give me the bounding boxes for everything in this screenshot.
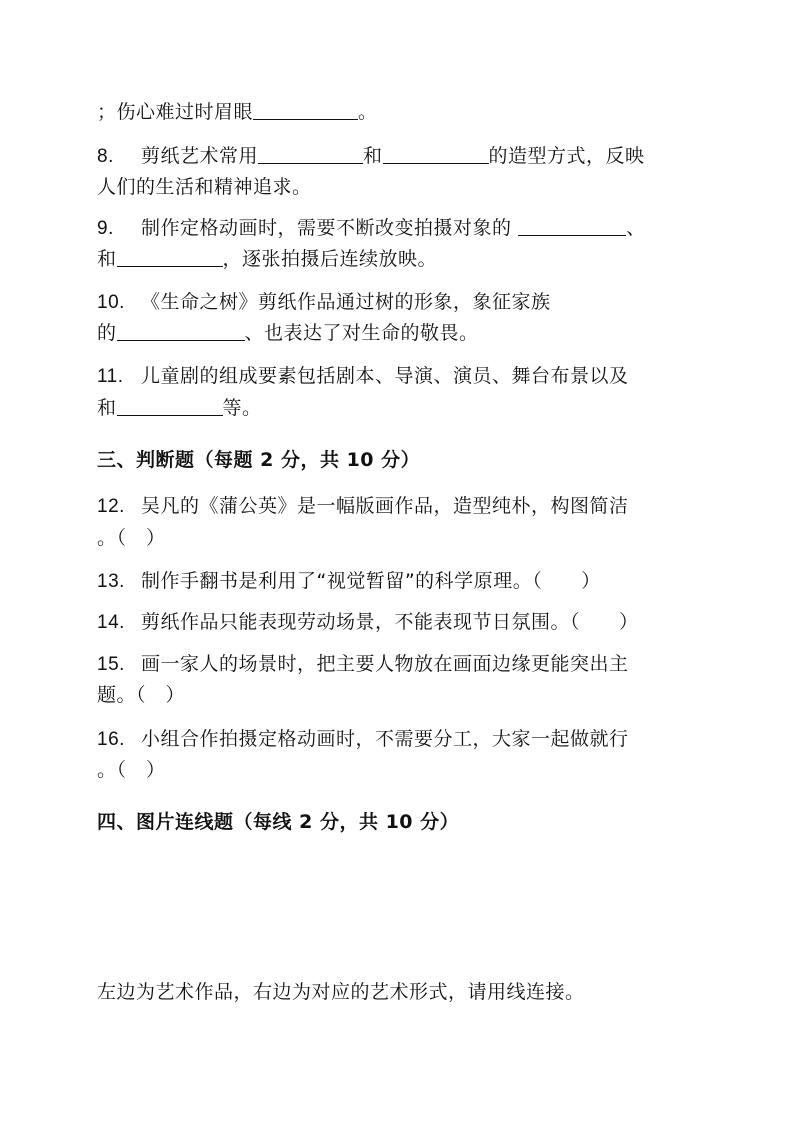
answer-blank[interactable] — [117, 397, 223, 416]
question-8-line-2 — [97, 175, 312, 199]
question-text: 、 — [626, 217, 646, 239]
section-heading: 四、图片连线题（每线 2 分，共 10 分） — [97, 811, 460, 833]
answer-blank[interactable] — [383, 145, 489, 164]
question-text: 剪纸艺术常用 — [141, 145, 259, 167]
section-heading: 三、判断题（每题 2 分，共 10 分） — [97, 449, 421, 471]
question-text: 和 — [97, 397, 117, 419]
question-9-line-2 — [97, 247, 437, 271]
question-number: 15. — [97, 654, 125, 675]
question-10-line-2 — [97, 321, 479, 345]
question-11-line-2 — [97, 396, 262, 420]
question-number: 16. — [97, 729, 125, 750]
question-9-line-1 — [97, 216, 646, 241]
question-text: ，逐张拍摄后连续放映。 — [222, 248, 438, 270]
question-text: 小组合作拍摄定格动画时，不需要分工，大家一起做就行 — [141, 728, 629, 750]
question-text: 剪纸作品只能表现劳动场景，不能表现节日氛围。（ ） — [141, 611, 639, 633]
question-8-line-1 — [97, 144, 645, 169]
question-number: 10. — [97, 292, 125, 313]
question-text: 制作定格动画时，需要不断改变拍摄对象的 — [141, 217, 512, 239]
question-text: 和 — [97, 248, 117, 270]
question-text: 等。 — [222, 397, 262, 419]
question-text: 。 — [358, 101, 378, 123]
question-15-line-1 — [97, 652, 629, 677]
question-text: 制作手翻书是利用了“视觉暂留”的科学原理。（ ） — [141, 570, 601, 592]
question-14 — [97, 610, 639, 635]
question-number: 9. — [97, 218, 114, 239]
question-text: 人们的生活和精神追求。 — [97, 176, 312, 198]
question-12-line-1 — [97, 494, 629, 519]
question-15-line-2 — [97, 683, 185, 707]
question-text: 的造型方式，反映 — [488, 145, 645, 167]
question-16-line-2 — [97, 758, 166, 782]
matching-instruction: 左边为艺术作品，右边为对应的艺术形式，请用线连接。 — [97, 981, 585, 1003]
question-text: 吴凡的《蒲公英》是一幅版画作品，造型纯朴，构图简洁 — [141, 495, 629, 517]
answer-blank[interactable] — [253, 101, 358, 120]
question-text: 。（ ） — [97, 759, 166, 781]
question-10-line-1 — [97, 290, 551, 315]
question-text: 、也表达了对生命的敬畏。 — [244, 322, 479, 344]
answer-blank[interactable] — [117, 322, 245, 341]
answer-blank[interactable] — [117, 248, 223, 267]
question-text: 题。（ ） — [97, 684, 186, 706]
question-text: 儿童剧的组成要素包括剧本、导演、演员、舞台布景以及 — [141, 365, 629, 387]
question-number: 12. — [97, 496, 125, 517]
question-13 — [97, 569, 601, 594]
question-number: 11. — [97, 366, 124, 387]
question-11-line-1 — [97, 364, 629, 389]
question-text: 。（ ） — [97, 527, 166, 549]
answer-blank[interactable] — [518, 217, 626, 236]
question-7-tail — [97, 100, 378, 124]
question-text: 的 — [97, 322, 117, 344]
question-16-line-1 — [97, 727, 629, 752]
question-text: 《生命之树》剪纸作品通过树的形象，象征家族 — [141, 291, 551, 313]
question-number: 8. — [97, 146, 114, 167]
question-text: 画一家人的场景时，把主要人物放在画面边缘更能突出主 — [141, 653, 629, 675]
question-text: 和 — [363, 145, 383, 167]
answer-blank[interactable] — [258, 145, 363, 164]
question-text: ；伤心难过时眉眼 — [97, 101, 254, 123]
question-12-line-2 — [97, 526, 166, 550]
question-number: 14. — [97, 612, 125, 633]
question-number: 13. — [97, 571, 125, 592]
